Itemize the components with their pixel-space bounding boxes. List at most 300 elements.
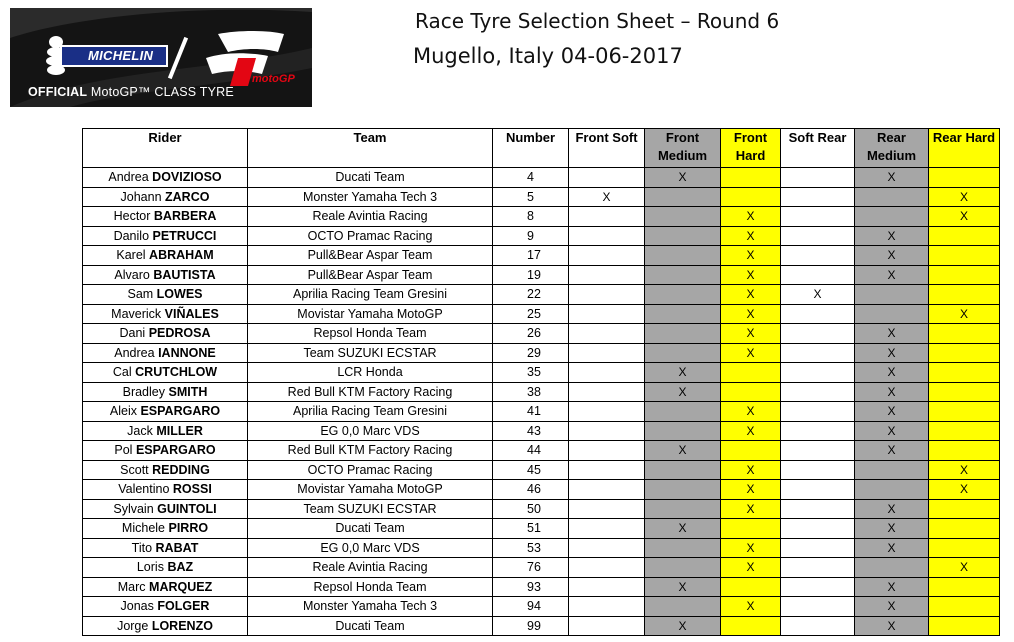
rear-hard-cell	[929, 421, 1000, 441]
soft-rear-cell	[781, 402, 855, 422]
rear-medium-cell: X	[855, 265, 929, 285]
front-hard-cell	[721, 519, 781, 539]
front-soft-cell	[569, 577, 645, 597]
front-medium-cell	[645, 265, 721, 285]
rear-medium-cell	[855, 187, 929, 207]
soft-rear-cell	[781, 480, 855, 500]
table-row	[83, 538, 1000, 558]
michelin-motogp-logo	[10, 8, 312, 107]
rear-hard-cell	[929, 168, 1000, 188]
rider-last-name: MARQUEZ	[149, 579, 213, 594]
rider-first-name: Andrea	[114, 345, 155, 360]
soft-rear-cell	[781, 265, 855, 285]
rear-medium-cell: X	[855, 519, 929, 539]
table-row	[83, 363, 1000, 383]
front-soft-cell	[569, 304, 645, 324]
rear-hard-cell: X	[929, 187, 1000, 207]
page-title: Race Tyre Selection Sheet – Round 6	[415, 9, 780, 33]
rear-medium-cell	[855, 285, 929, 305]
team-cell: Pull&Bear Aspar Team	[248, 246, 493, 266]
front-hard-cell	[721, 577, 781, 597]
soft-rear-cell	[781, 187, 855, 207]
rear-medium-cell	[855, 304, 929, 324]
rider-first-name: Bradley	[122, 384, 165, 399]
rear-hard-cell	[929, 577, 1000, 597]
team-cell: Movistar Yamaha MotoGP	[248, 480, 493, 500]
rear-hard-cell	[929, 597, 1000, 617]
rear-hard-cell	[929, 616, 1000, 636]
front-soft-cell	[569, 402, 645, 422]
front-medium-cell: X	[645, 168, 721, 188]
number-cell: 50	[493, 499, 569, 519]
team-cell: Team SUZUKI ECSTAR	[248, 343, 493, 363]
rider-first-name: Michele	[121, 521, 165, 536]
rider-first-name: Dani	[119, 326, 146, 341]
rider-first-name: Jorge	[117, 618, 149, 633]
rider-first-name: Karel	[116, 248, 146, 263]
front-hard-cell: X	[721, 304, 781, 324]
number-cell: 9	[493, 226, 569, 246]
front-hard-cell	[721, 616, 781, 636]
number-cell: 22	[493, 285, 569, 305]
soft-rear-cell	[781, 421, 855, 441]
front-soft-cell	[569, 285, 645, 305]
front-soft-cell	[569, 480, 645, 500]
front-soft-cell	[569, 382, 645, 402]
front-soft-cell	[569, 519, 645, 539]
rear-hard-cell	[929, 265, 1000, 285]
number-cell: 43	[493, 421, 569, 441]
team-cell: Ducati Team	[248, 519, 493, 539]
rear-medium-cell: X	[855, 402, 929, 422]
team-cell: Team SUZUKI ECSTAR	[248, 499, 493, 519]
rear-medium-cell: X	[855, 382, 929, 402]
table-row	[83, 480, 1000, 500]
rider-first-name: Sylvain	[113, 501, 154, 516]
rider-last-name: VIÑALES	[164, 306, 219, 321]
rider-cell	[83, 168, 248, 188]
soft-rear-cell	[781, 324, 855, 344]
team-cell: LCR Honda	[248, 363, 493, 383]
front-medium-cell: X	[645, 441, 721, 461]
front-soft-cell	[569, 441, 645, 461]
rider-first-name: Alvaro	[114, 267, 150, 282]
front-medium-cell: X	[645, 577, 721, 597]
table-row	[83, 324, 1000, 344]
header-soft-rear: Soft Rear	[781, 129, 855, 168]
rear-medium-cell: X	[855, 343, 929, 363]
rider-last-name: BAZ	[167, 560, 194, 575]
team-cell: EG 0,0 Marc VDS	[248, 538, 493, 558]
front-hard-cell: X	[721, 421, 781, 441]
front-soft-cell	[569, 597, 645, 617]
table-row	[83, 558, 1000, 578]
header-team: Team	[248, 129, 493, 168]
number-cell: 93	[493, 577, 569, 597]
front-medium-cell	[645, 499, 721, 519]
team-cell: Red Bull KTM Factory Racing	[248, 441, 493, 461]
rear-hard-cell	[929, 363, 1000, 383]
rider-first-name: Andrea	[108, 170, 149, 185]
rider-last-name: ZARCO	[165, 189, 210, 204]
soft-rear-cell	[781, 363, 855, 383]
rider-last-name: PIRRO	[168, 521, 209, 536]
rear-medium-cell: X	[855, 616, 929, 636]
soft-rear-cell	[781, 168, 855, 188]
front-hard-cell: X	[721, 538, 781, 558]
motogp-wordmark: motoGP	[252, 73, 295, 85]
rider-first-name: Marc	[117, 579, 146, 594]
number-cell: 99	[493, 616, 569, 636]
rear-hard-cell	[929, 538, 1000, 558]
rider-cell	[83, 207, 248, 227]
table-row	[83, 519, 1000, 539]
team-cell: Reale Avintia Racing	[248, 207, 493, 227]
front-hard-cell: X	[721, 460, 781, 480]
table-row	[83, 246, 1000, 266]
front-medium-cell	[645, 421, 721, 441]
soft-rear-cell	[781, 519, 855, 539]
rear-hard-cell	[929, 441, 1000, 461]
rider-last-name: LOWES	[156, 287, 203, 302]
rider-last-name: PEDROSA	[148, 326, 211, 341]
rider-first-name: Maverick	[111, 306, 162, 321]
soft-rear-cell	[781, 382, 855, 402]
front-medium-cell	[645, 558, 721, 578]
team-cell: Repsol Honda Team	[248, 577, 493, 597]
rider-cell	[83, 460, 248, 480]
rider-last-name: ESPARGARO	[135, 443, 216, 458]
front-medium-cell: X	[645, 519, 721, 539]
table-row	[83, 343, 1000, 363]
rear-medium-cell	[855, 207, 929, 227]
front-soft-cell	[569, 207, 645, 227]
team-cell: Ducati Team	[248, 616, 493, 636]
rider-last-name: BARBERA	[153, 209, 217, 224]
header-front-soft: Front Soft	[569, 129, 645, 168]
front-medium-cell: X	[645, 616, 721, 636]
front-hard-cell: X	[721, 246, 781, 266]
rider-cell	[83, 246, 248, 266]
team-cell: Pull&Bear Aspar Team	[248, 265, 493, 285]
rear-medium-cell: X	[855, 499, 929, 519]
rider-last-name: DOVIZIOSO	[152, 170, 222, 185]
front-soft-cell: X	[569, 187, 645, 207]
rear-medium-cell	[855, 460, 929, 480]
rear-hard-cell	[929, 382, 1000, 402]
rider-first-name: Pol	[114, 443, 133, 458]
front-medium-cell	[645, 343, 721, 363]
rider-cell	[83, 363, 248, 383]
header-rear-medium: Rear Medium	[855, 129, 929, 168]
rear-medium-cell: X	[855, 363, 929, 383]
team-cell: Red Bull KTM Factory Racing	[248, 382, 493, 402]
table-row	[83, 441, 1000, 461]
rider-last-name: ROSSI	[172, 482, 212, 497]
front-soft-cell	[569, 499, 645, 519]
rider-cell	[83, 538, 248, 558]
soft-rear-cell	[781, 226, 855, 246]
rider-first-name: Danilo	[113, 228, 150, 243]
team-cell: Monster Yamaha Tech 3	[248, 597, 493, 617]
team-cell: Aprilia Racing Team Gresini	[248, 402, 493, 422]
front-hard-cell: X	[721, 324, 781, 344]
rider-last-name: ESPARGARO	[140, 404, 221, 419]
rider-last-name: BAUTISTA	[153, 267, 216, 282]
header-front-medium: Front Medium	[645, 129, 721, 168]
front-medium-cell	[645, 226, 721, 246]
rider-first-name: Jonas	[120, 599, 154, 614]
rider-last-name: FOLGER	[157, 599, 210, 614]
table-row	[83, 382, 1000, 402]
rider-last-name: CRUTCHLOW	[135, 365, 218, 380]
rider-last-name: LORENZO	[151, 618, 213, 633]
soft-rear-cell	[781, 616, 855, 636]
rear-hard-cell	[929, 519, 1000, 539]
logo-footer: OFFICIAL MotoGP™ CLASS TYRE	[28, 85, 234, 99]
front-hard-cell: X	[721, 480, 781, 500]
front-medium-cell	[645, 285, 721, 305]
number-cell: 76	[493, 558, 569, 578]
rider-last-name: IANNONE	[158, 345, 216, 360]
front-hard-cell: X	[721, 207, 781, 227]
rider-cell	[83, 558, 248, 578]
rider-first-name: Jack	[127, 423, 153, 438]
table-row	[83, 597, 1000, 617]
front-hard-cell: X	[721, 265, 781, 285]
table-row	[83, 577, 1000, 597]
rear-hard-cell: X	[929, 480, 1000, 500]
front-medium-cell: X	[645, 382, 721, 402]
table-row	[83, 226, 1000, 246]
number-cell: 5	[493, 187, 569, 207]
number-cell: 94	[493, 597, 569, 617]
table-row	[83, 421, 1000, 441]
rider-cell	[83, 187, 248, 207]
soft-rear-cell	[781, 207, 855, 227]
rider-first-name: Sam	[127, 287, 154, 302]
number-cell: 44	[493, 441, 569, 461]
rear-medium-cell	[855, 558, 929, 578]
number-cell: 19	[493, 265, 569, 285]
rider-cell	[83, 441, 248, 461]
rider-last-name: PETRUCCI	[152, 228, 217, 243]
team-cell: Ducati Team	[248, 168, 493, 188]
rear-hard-cell: X	[929, 460, 1000, 480]
rider-first-name: Hector	[113, 209, 151, 224]
header-rider: Rider	[83, 129, 248, 168]
team-cell: Aprilia Racing Team Gresini	[248, 285, 493, 305]
number-cell: 46	[493, 480, 569, 500]
team-cell: OCTO Pramac Racing	[248, 226, 493, 246]
rear-medium-cell: X	[855, 421, 929, 441]
rear-medium-cell: X	[855, 168, 929, 188]
front-hard-cell: X	[721, 343, 781, 363]
rider-cell	[83, 421, 248, 441]
front-medium-cell	[645, 207, 721, 227]
front-hard-cell: X	[721, 558, 781, 578]
soft-rear-cell	[781, 246, 855, 266]
rider-cell	[83, 226, 248, 246]
team-cell: Reale Avintia Racing	[248, 558, 493, 578]
rider-cell	[83, 285, 248, 305]
number-cell: 25	[493, 304, 569, 324]
soft-rear-cell: X	[781, 285, 855, 305]
soft-rear-cell	[781, 460, 855, 480]
rear-hard-cell	[929, 402, 1000, 422]
rear-medium-cell: X	[855, 246, 929, 266]
soft-rear-cell	[781, 343, 855, 363]
front-soft-cell	[569, 265, 645, 285]
rider-last-name: RABAT	[155, 540, 199, 555]
rear-medium-cell: X	[855, 538, 929, 558]
front-soft-cell	[569, 324, 645, 344]
header-number: Number	[493, 129, 569, 168]
front-medium-cell	[645, 538, 721, 558]
rider-cell	[83, 324, 248, 344]
rear-hard-cell	[929, 343, 1000, 363]
rear-medium-cell: X	[855, 226, 929, 246]
rear-hard-cell: X	[929, 304, 1000, 324]
rear-hard-cell	[929, 499, 1000, 519]
rider-last-name: SMITH	[168, 384, 208, 399]
rider-last-name: MILLER	[156, 423, 203, 438]
front-medium-cell	[645, 246, 721, 266]
table-row	[83, 168, 1000, 188]
front-hard-cell	[721, 441, 781, 461]
table-row	[83, 616, 1000, 636]
front-hard-cell: X	[721, 499, 781, 519]
rear-hard-cell	[929, 226, 1000, 246]
soft-rear-cell	[781, 499, 855, 519]
table-row	[83, 402, 1000, 422]
page-subtitle: Mugello, Italy 04-06-2017	[413, 44, 683, 68]
table-row	[83, 207, 1000, 227]
table-row	[83, 285, 1000, 305]
front-hard-cell	[721, 382, 781, 402]
rider-last-name: ABRAHAM	[149, 248, 214, 263]
rider-cell	[83, 519, 248, 539]
number-cell: 35	[493, 363, 569, 383]
front-medium-cell	[645, 324, 721, 344]
header-front-hard: Front Hard	[721, 129, 781, 168]
front-hard-cell	[721, 168, 781, 188]
rear-medium-cell: X	[855, 324, 929, 344]
table-row	[83, 187, 1000, 207]
front-soft-cell	[569, 363, 645, 383]
rear-hard-cell	[929, 285, 1000, 305]
rider-cell	[83, 597, 248, 617]
table-row	[83, 460, 1000, 480]
front-hard-cell: X	[721, 285, 781, 305]
rear-medium-cell	[855, 480, 929, 500]
rider-last-name: REDDING	[152, 462, 210, 477]
front-soft-cell	[569, 246, 645, 266]
front-soft-cell	[569, 343, 645, 363]
front-soft-cell	[569, 616, 645, 636]
number-cell: 53	[493, 538, 569, 558]
number-cell: 51	[493, 519, 569, 539]
tyre-selection-table	[82, 128, 1000, 636]
rear-medium-cell: X	[855, 577, 929, 597]
team-cell: Repsol Honda Team	[248, 324, 493, 344]
header-rear-hard: Rear Hard	[929, 129, 1000, 168]
front-hard-cell: X	[721, 402, 781, 422]
rear-hard-cell: X	[929, 207, 1000, 227]
number-cell: 41	[493, 402, 569, 422]
soft-rear-cell	[781, 304, 855, 324]
rider-cell	[83, 577, 248, 597]
front-soft-cell	[569, 168, 645, 188]
front-medium-cell: X	[645, 363, 721, 383]
soft-rear-cell	[781, 597, 855, 617]
number-cell: 17	[493, 246, 569, 266]
number-cell: 45	[493, 460, 569, 480]
soft-rear-cell	[781, 577, 855, 597]
front-medium-cell	[645, 187, 721, 207]
team-cell: EG 0,0 Marc VDS	[248, 421, 493, 441]
rider-first-name: Aleix	[109, 404, 137, 419]
michelin-wordmark: MICHELIN	[60, 45, 168, 67]
soft-rear-cell	[781, 558, 855, 578]
rider-cell	[83, 616, 248, 636]
front-hard-cell	[721, 363, 781, 383]
rider-cell	[83, 343, 248, 363]
rider-cell	[83, 402, 248, 422]
rear-hard-cell	[929, 324, 1000, 344]
number-cell: 4	[493, 168, 569, 188]
rear-medium-cell: X	[855, 597, 929, 617]
number-cell: 29	[493, 343, 569, 363]
table-header-row	[83, 129, 1000, 168]
rider-first-name: Cal	[112, 365, 132, 380]
rider-cell	[83, 304, 248, 324]
front-soft-cell	[569, 421, 645, 441]
table-row	[83, 304, 1000, 324]
front-medium-cell	[645, 597, 721, 617]
front-soft-cell	[569, 538, 645, 558]
team-cell: Monster Yamaha Tech 3	[248, 187, 493, 207]
front-soft-cell	[569, 226, 645, 246]
table-row	[83, 499, 1000, 519]
front-medium-cell	[645, 460, 721, 480]
front-medium-cell	[645, 304, 721, 324]
front-hard-cell: X	[721, 226, 781, 246]
number-cell: 26	[493, 324, 569, 344]
front-soft-cell	[569, 558, 645, 578]
front-hard-cell	[721, 187, 781, 207]
rider-cell	[83, 265, 248, 285]
rider-cell	[83, 480, 248, 500]
rider-cell	[83, 382, 248, 402]
team-cell: OCTO Pramac Racing	[248, 460, 493, 480]
rider-cell	[83, 499, 248, 519]
soft-rear-cell	[781, 538, 855, 558]
number-cell: 8	[493, 207, 569, 227]
front-soft-cell	[569, 460, 645, 480]
rear-hard-cell: X	[929, 558, 1000, 578]
team-cell: Movistar Yamaha MotoGP	[248, 304, 493, 324]
number-cell: 38	[493, 382, 569, 402]
rear-medium-cell: X	[855, 441, 929, 461]
rear-hard-cell	[929, 246, 1000, 266]
rider-first-name: Loris	[136, 560, 164, 575]
rider-last-name: GUINTOLI	[157, 501, 217, 516]
rider-first-name: Tito	[131, 540, 153, 555]
rider-first-name: Valentino	[118, 482, 170, 497]
rider-first-name: Johann	[120, 189, 162, 204]
soft-rear-cell	[781, 441, 855, 461]
